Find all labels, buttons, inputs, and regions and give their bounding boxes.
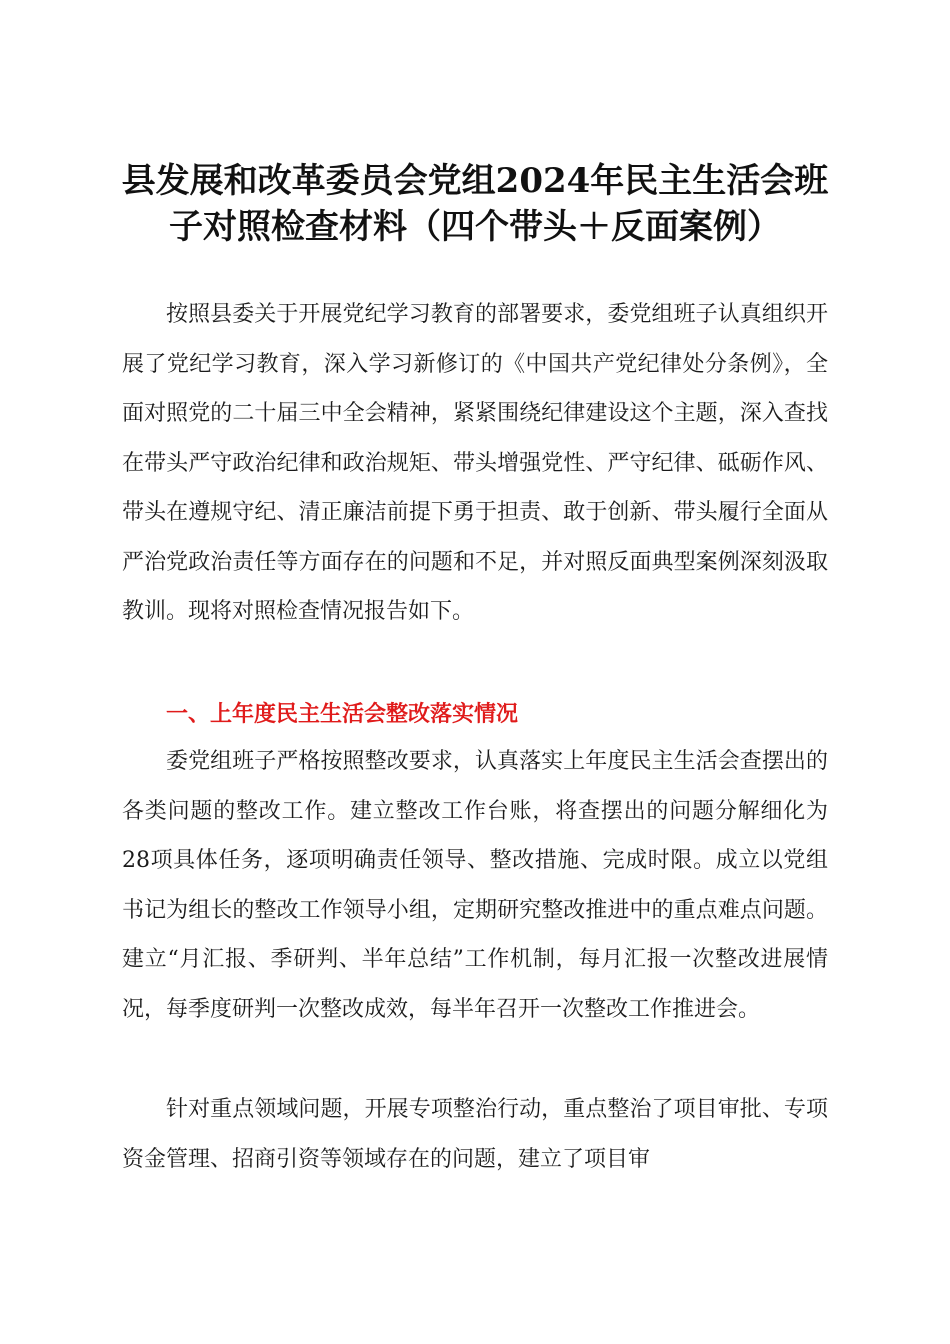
document-title: 县发展和改革委员会党组2024年民主生活会班子对照检查材料（四个带头＋反面案例） — [121, 161, 829, 247]
intro-paragraph: 按照县委关于开展党纪学习教育的部署要求，委党组班子认真组织开展了党纪学习教育，深入学习新修订的《中国共产党纪律处分条例》，全面对照党的二十届三中全会精神，紧紧围绕纪律建设这个主题，深入查找在带头严守政治纪律和政治规矩、带头增强党性、严守纪律、砥砺作风、带头在遵规守纪、清正廉洁前提下勇于担责、敢于创新、带头履行全面从严治党政治责任等方面存在的问题和不足，并对照反面典型案例深刻汲取教训。现将对照检查情况报告如下。 — [122, 302, 828, 624]
rectification-paragraph: 委党组班子严格按照整改要求，认真落实上年度民主生活会查摆出的各类问题的整改工作。建立整改工作台账，将查摆出的问题分解细化为28项具体任务，逐项明确责任领导、整改措施、完成时限。成立以党组书记为组长的整改工作领导小组，定期研究整改推进中的重点难点问题。建立“月汇报、季研判、半年总结”工作机制，每月汇报一次整改进展情况，每季度研判一次整改成效，每半年召开一次整改工作推进会。 — [122, 749, 828, 1022]
special-action-paragraph: 针对重点领域问题，开展专项整治行动，重点整治了项目审批、专项资金管理、招商引资等领域存在的问题，建立了项目审 — [122, 1097, 828, 1172]
section-heading: 一、上年度民主生活会整改落实情况 — [166, 702, 519, 727]
